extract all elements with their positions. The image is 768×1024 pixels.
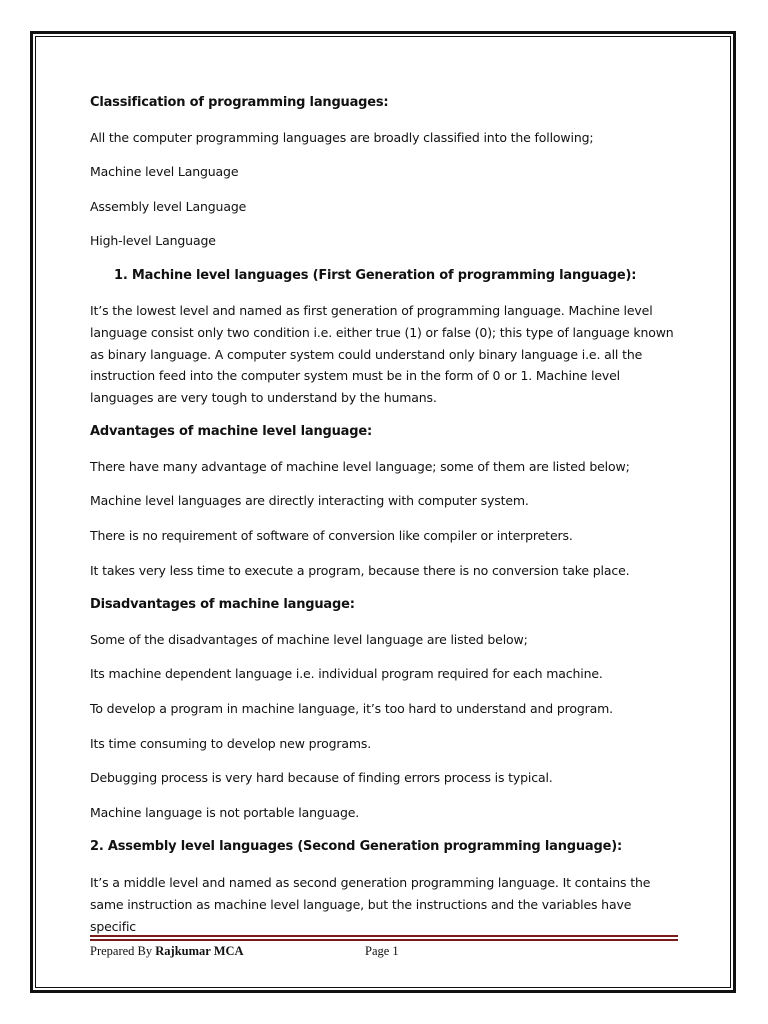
paragraph-intro: All the computer programming languages are broadly classified into the following; (90, 130, 594, 145)
footer-prepared-prefix: Prepared By (90, 944, 156, 958)
footer-author: Rajkumar MCA (155, 944, 244, 958)
advantage-item-3: It takes very less time to execute a program, because there is no conversion take place. (90, 563, 630, 578)
disadvantage-item-5: Machine language is not portable language. (90, 805, 360, 820)
footer-rule-top (90, 935, 678, 937)
disadvantage-item-4: Debugging process is very hard because of finding errors process is typical. (90, 770, 553, 785)
paragraph-advantages-intro: There have many advantage of machine level language; some of them are listed below; (90, 459, 630, 474)
disadvantage-item-3: Its time consuming to develop new programs. (90, 736, 372, 751)
advantage-item-2: There is no requirement of software of conversion like compiler or interpreters. (90, 528, 573, 543)
section-heading-machine-level: 1. Machine level languages (First Generation of programming language): (114, 268, 637, 283)
disadvantage-item-2: To develop a program in machine language, it’s too hard to understand and program. (90, 701, 614, 716)
section-heading-assembly-level: 2. Assembly level languages (Second Generation programming language): (90, 839, 622, 854)
footer-rule-bottom (90, 939, 678, 941)
list-item-machine-level: Machine level Language (90, 164, 239, 179)
paragraph-machine-level: It’s the lowest level and named as first generation of programming language. Machine level language consist only two condition i.e. either true (1) or false (0); this type of language known as binary language. A computer system could understand only binary language i.e. all the instruction feed into the computer system must be in the form of 0 or 1. Machine level languages are very tough to understand by the humans. (90, 303, 674, 405)
advantage-item-1: Machine level languages are directly interacting with computer system. (90, 493, 529, 508)
section-heading-disadvantages: Disadvantages of machine language: (90, 597, 355, 612)
paragraph-assembly-level: It’s a middle level and named as second generation programming language. It contains the same instruction as machine level language, but the instructions and the variables have specific (90, 875, 651, 934)
paragraph-disadvantages-intro: Some of the disadvantages of machine level language are listed below; (90, 632, 528, 647)
list-item-assembly-level: Assembly level Language (90, 199, 247, 214)
disadvantage-item-1: Its machine dependent language i.e. individual program required for each machine. (90, 666, 603, 681)
section-heading-classification: Classification of programming languages: (90, 95, 389, 110)
page-footer (90, 944, 678, 962)
footer-prepared-by (90, 944, 244, 959)
footer-page-number: Page 1 (365, 944, 399, 958)
section-heading-advantages: Advantages of machine level language: (90, 424, 372, 439)
list-item-high-level: High-level Language (90, 233, 216, 248)
